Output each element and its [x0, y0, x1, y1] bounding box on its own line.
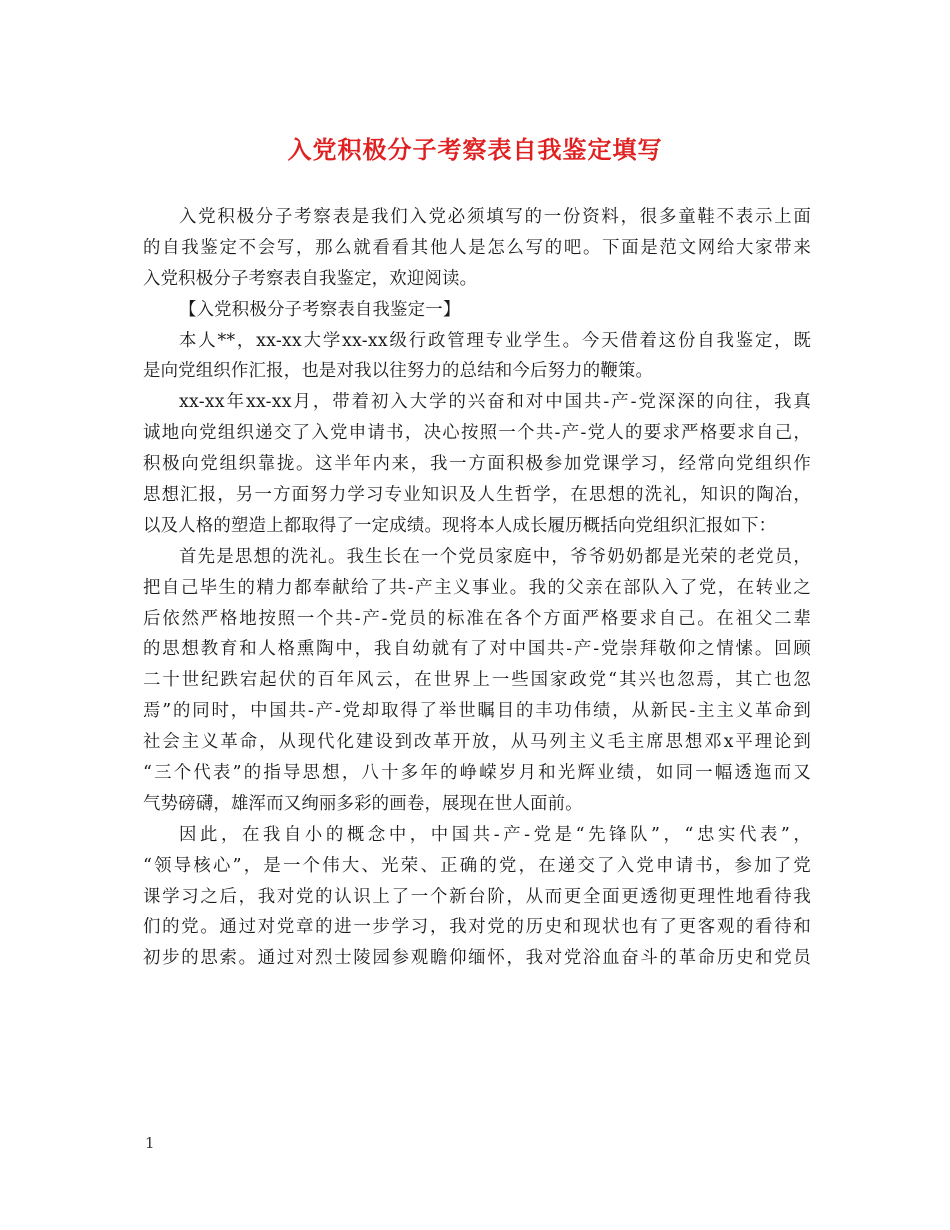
paragraph-line: 是向党组织作汇报，也是对我以往努力的总结和今后努力的鞭策。 [143, 361, 654, 382]
paragraph-line: “领导核心”，是一个伟大、光荣、正确的党，在递交了入党申请书，参加了党 [143, 855, 811, 876]
page-number: 1 [145, 1134, 155, 1152]
section-heading: 【入党积极分子考察表自我鉴定一】 [179, 299, 461, 320]
paragraph-line: 气势磅礴，雄浑而又绚丽多彩的画卷，展现在世人面前。 [143, 793, 583, 814]
paragraph-line: 的思想教育和人格熏陶中，我自幼就有了对中国共-产-党崇拜敬仰之情愫。回顾 [143, 639, 811, 660]
paragraph-line: 入党积极分子考察表是我们入党必须填写的一份资料，很多童鞋不表示上面 [179, 207, 811, 227]
paragraph-line: 的自我鉴定不会写，那么就看看其他人是怎么写的吧。下面是范文网给大家带来 [143, 237, 811, 258]
paragraph-line: 把自己毕生的精力都奉献给了共-产主义事业。我的父亲在部队入了党，在转业之 [143, 577, 811, 598]
paragraph-line: 本人**，xx-xx大学xx-xx级行政管理专业学生。今天借着这份自我鉴定，既 [179, 330, 811, 351]
paragraph-line: 后依然严格地按照一个共-产-党员的标准在各个方面严格要求自己。在祖父二辈 [143, 608, 811, 629]
paragraph-line: 入党积极分子考察表自我鉴定，欢迎阅读。 [143, 268, 478, 289]
paragraph-line: 焉”的同时，中国共-产-党却取得了举世瞩目的丰功伟绩，从新民-主主义革命到 [143, 701, 811, 722]
document-body [143, 202, 811, 974]
paragraph-line: 因此，在我自小的概念中，中国共-产-党是“先锋队”，“忠实代表”， [179, 824, 811, 845]
paragraph-line: 首先是思想的洗礼。我生长在一个党员家庭中，爷爷奶奶都是光荣的老党员， [179, 546, 811, 567]
paragraph-line: 以及人格的塑造上都取得了一定成绩。现将本人成长履历概括向党组织汇报如下： [143, 515, 777, 536]
paragraph-line: 们的党。通过对党章的进一步学习，我对党的历史和现状也有了更客观的看待和 [143, 917, 811, 938]
paragraph-line: 二十世纪跌宕起伏的百年风云，在世界上一些国家政党“其兴也忽焉，其亡也忽 [143, 670, 811, 691]
paragraph-line: 积极向党组织靠拢。这半年内来，我一方面积极参加党课学习，经常向党组织作 [143, 454, 811, 475]
paragraph-line: 社会主义革命，从现代化建设到改革开放，从马列主义毛主席思想邓x平理论到 [143, 732, 811, 753]
paragraph-line: 课学习之后，我对党的认识上了一个新台阶，从而更全面更透彻更理性地看待我 [143, 886, 811, 907]
document-title: 入党积极分子考察表自我鉴定填写 [287, 136, 663, 164]
paragraph-line: 诚地向党组织递交了入党申请书，决心按照一个共-产-党人的要求严格要求自己， [143, 423, 811, 444]
paragraph-line: xx-xx年xx-xx月，带着初入大学的兴奋和对中国共-产-党深深的向往，我真 [179, 392, 811, 413]
paragraph-line: “三个代表”的指导思想，八十多年的峥嵘岁月和光辉业绩，如同一幅透迤而又 [143, 763, 811, 784]
paragraph-line: 初步的思索。通过对烈士陵园参观瞻仰缅怀，我对党浴血奋斗的革命历史和党员 [143, 948, 811, 969]
paragraph-line: 思想汇报，另一方面努力学习专业知识及人生哲学，在思想的洗礼，知识的陶冶， [143, 485, 811, 506]
